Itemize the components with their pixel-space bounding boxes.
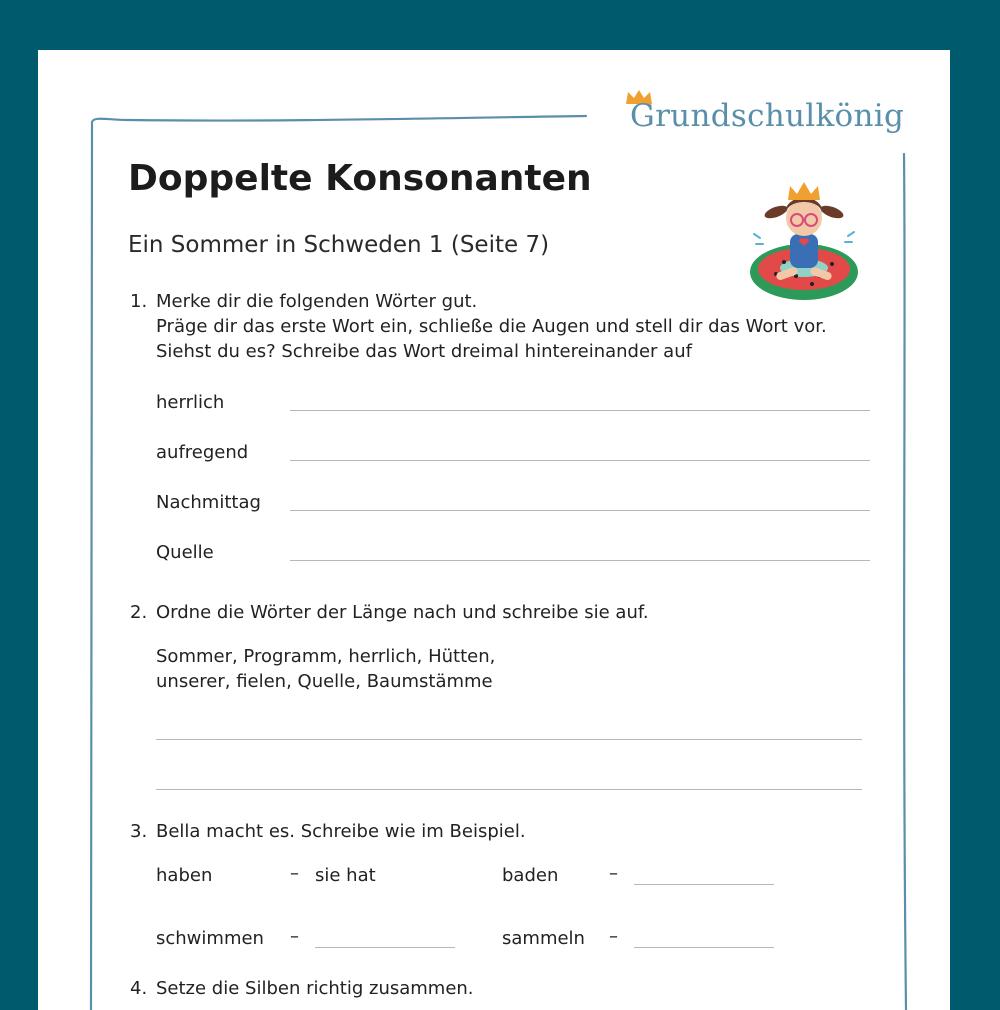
dash: – bbox=[290, 863, 299, 884]
task-2-number: 2. bbox=[130, 602, 148, 623]
task-3-verb: baden bbox=[502, 865, 559, 886]
girl-on-watermelon-swim-ring-icon bbox=[746, 172, 866, 312]
task-2-word-list: unserer, fielen, Quelle, Baumstämme bbox=[156, 671, 493, 692]
task-3-instruction: Bella macht es. Schreibe wie im Beispiel. bbox=[156, 821, 526, 842]
answer-line[interactable] bbox=[634, 947, 774, 948]
task-3-answer: sie hat bbox=[315, 865, 376, 886]
page-title: Doppelte Konsonanten bbox=[128, 158, 592, 199]
worksheet bbox=[38, 50, 950, 1010]
task-2-word-list: Sommer, Programm, herrlich, Hütten, bbox=[156, 646, 496, 667]
writing-line[interactable] bbox=[156, 739, 862, 740]
dash: – bbox=[609, 926, 618, 947]
task-3-number: 3. bbox=[130, 821, 148, 842]
page-subtitle: Ein Sommer in Schweden 1 (Seite 7) bbox=[128, 232, 550, 258]
task-1-number: 1. bbox=[130, 291, 148, 312]
task-3-verb: schwimmen bbox=[156, 928, 264, 949]
task-1-word: herrlich bbox=[156, 392, 225, 413]
writing-line[interactable] bbox=[290, 560, 870, 561]
brand-logo: Grundschulkönig bbox=[630, 98, 905, 134]
task-1-word: Quelle bbox=[156, 542, 214, 563]
task-2-instruction: Ordne die Wörter der Länge nach und schreibe sie auf. bbox=[156, 602, 649, 623]
task-4-number: 4. bbox=[130, 978, 148, 999]
answer-line[interactable] bbox=[315, 947, 455, 948]
task-1-instruction: Merke dir die folgenden Wörter gut. bbox=[156, 291, 478, 312]
task-4-instruction: Setze die Silben richtig zusammen. bbox=[156, 978, 474, 999]
task-1-word: Nachmittag bbox=[156, 492, 261, 513]
writing-line[interactable] bbox=[290, 410, 870, 411]
task-3-verb: sammeln bbox=[502, 928, 585, 949]
dash: – bbox=[290, 926, 299, 947]
writing-line[interactable] bbox=[156, 789, 862, 790]
task-1-instruction: Siehst du es? Schreibe das Wort dreimal hintereinander auf bbox=[156, 341, 692, 362]
writing-line[interactable] bbox=[290, 460, 870, 461]
dash: – bbox=[609, 863, 618, 884]
writing-line[interactable] bbox=[290, 510, 870, 511]
task-3-verb: haben bbox=[156, 865, 213, 886]
task-1-instruction: Präge dir das erste Wort ein, schließe die Augen und stell dir das Wort vor. bbox=[156, 316, 827, 337]
answer-line[interactable] bbox=[634, 884, 774, 885]
task-1-word: aufregend bbox=[156, 442, 249, 463]
